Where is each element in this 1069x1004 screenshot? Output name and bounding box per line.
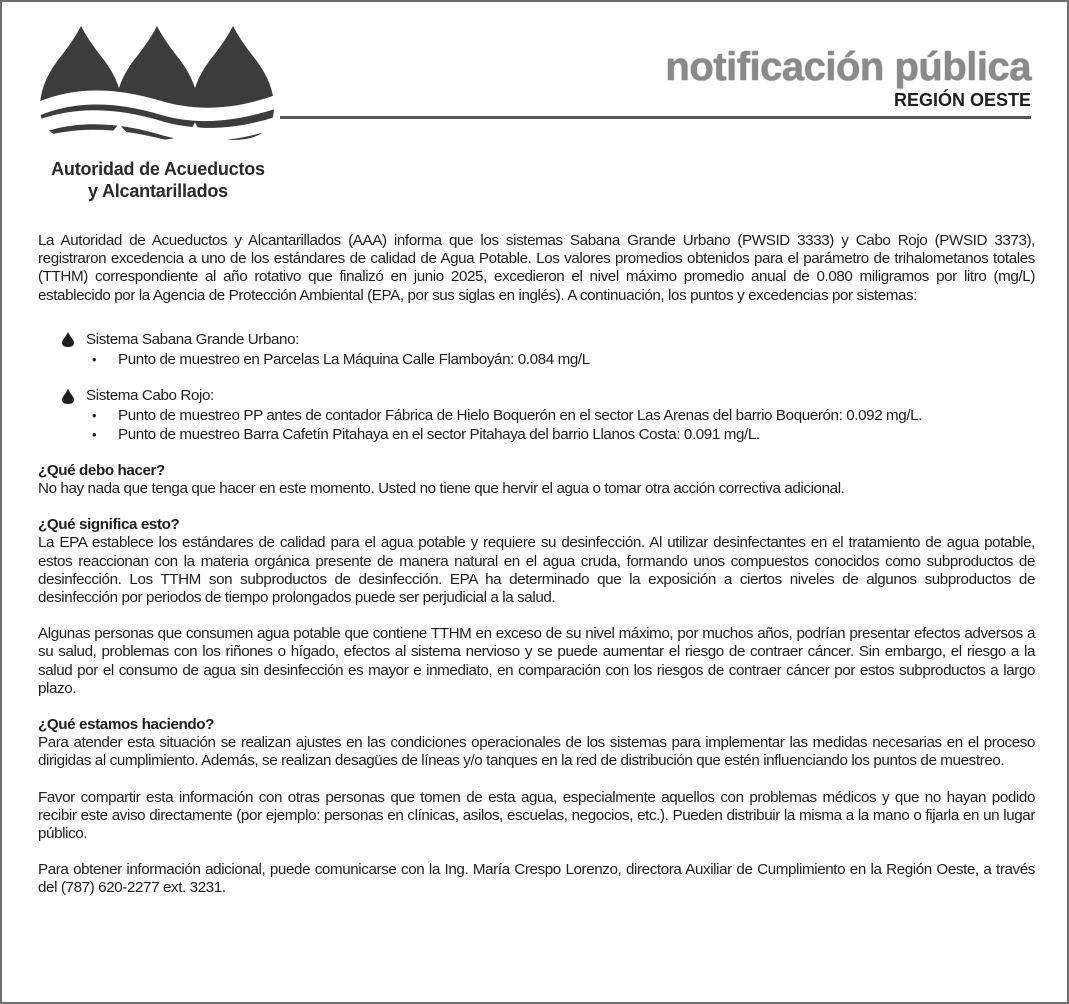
system-name: Sistema Sabana Grande Urbano: xyxy=(86,330,299,348)
sampling-points-list xyxy=(92,351,1035,369)
header-divider xyxy=(280,116,1031,119)
sampling-points-list xyxy=(92,407,1035,443)
system-sabana-grande xyxy=(62,331,1035,369)
contact-paragraph: Para obtener información adicional, puede comunicarse con la Ing. María Crespo Lorenzo, directora Auxiliar de Cumplimiento en la Región Oeste, a través del (787) 620-2277 ext. 3231. xyxy=(38,861,1035,897)
what-to-do-heading: ¿Qué debo hacer? xyxy=(38,461,165,479)
water-drop-icon xyxy=(62,332,74,347)
organization-name-line2: y Alcantarillados xyxy=(88,181,228,201)
three-water-drops-logo-icon xyxy=(36,22,280,152)
organization-name xyxy=(28,158,288,202)
meaning-heading: ¿Qué significa esto? xyxy=(38,516,180,534)
water-drop-icon xyxy=(62,389,74,404)
intro-paragraph: La Autoridad de Acueductos y Alcantarillados (AAA) informa que los sistemas Sabana Grande Urbano (PWSID 3333) y Cabo Rojo (PWSID 3373), registraron excedencia a uno de los estándares de calidad de Agua Potable. Los valores promedios obtenidos para el parámetro de trihalometanos totales (TTHM) correspondiente al año rotativo que finalizó en junio 2025, excedieron el nivel máximo promedio anual de 0.080 miligramos por litro (mg/L) establecido por la Agencia de Protección Ambiental (EPA, por sus siglas en inglés). A continuación, los puntos y excedencias por sistemas: xyxy=(38,232,1035,304)
sampling-point: • Punto de muestreo Barra Cafetín Pitahaya en el sector Pitahaya del barrio Llanos Costa: 0.091 mg/L. xyxy=(92,426,1035,444)
notice-header xyxy=(665,46,1031,111)
sampling-point: • Punto de muestreo en Parcelas La Máquina Calle Flamboyán: 0.084 mg/L xyxy=(92,351,1035,369)
system-name: Sistema Cabo Rojo: xyxy=(86,387,214,405)
what-to-do-text: No hay nada que tenga que hacer en este momento. Usted no tiene que hervir el agua o tomar otra acción correctiva adicional. xyxy=(38,480,845,498)
notice-title: notificación pública xyxy=(665,45,1031,89)
organization-name-line1: Autoridad de Acueductos xyxy=(51,159,265,179)
region-label: REGIÓN OESTE xyxy=(893,90,1031,110)
share-paragraph: Favor compartir esta información con otras personas que tomen de esta agua, especialmente aquellos con problemas médicos y que no hayan podido recibir este aviso directamente (por ejemplo: personas en clínicas, asilos, escuelas, negocios, etc.). Pueden distribuir la misma a la mano o fijarla en un lugar público. xyxy=(38,788,1035,843)
system-cabo-rojo xyxy=(62,387,1035,444)
doing-text: Para atender esta situación se realizan ajustes en las condiciones operacionales de los sistemas para implementar las medidas necesarias en el proceso dirigidas al cumplimiento. Además, se realizan desagües de líneas y/o tanques en la red de distribución que estén influenciando los puntos de muestreo. xyxy=(38,734,1035,770)
sampling-point: • Punto de muestreo PP antes de contador Fábrica de Hielo Boquerón en el sector Las Arenas del barrio Boquerón: 0.092 mg/L. xyxy=(92,407,1035,425)
meaning-text-1: La EPA establece los estándares de calidad para el agua potable y requiere su desinfección. Al utilizar desinfectantes en el tratamiento de agua potable, estos reaccionan con la materia orgánica presente de manera natural en el agua cruda, formando unos compuestos conocidos como subproductos de desinfección. Los TTHM son subproductos de desinfección. EPA ha determinado que la exposición a ciertos niveles de algunos subproductos de desinfección por periodos de tiempo prolongados puede ser perjudicial a la salud. xyxy=(38,534,1035,607)
meaning-text-2: Algunas personas que consumen agua potable que contiene TTHM en exceso de su nivel máximo, por muchos años, podrían presentar efectos adversos a su salud, problemas con los riñones o hígado, efectos al sistema nervioso y se puede aumentar el riesgo de contraer cáncer. Sin embargo, el riesgo a la salud por el consumo de agua sin desinfección es mayor e inmediato, en comparación con los riesgos de contraer cáncer por estos subproductos a largo plazo. xyxy=(38,625,1035,697)
notice-body xyxy=(38,232,1035,898)
doing-heading: ¿Qué estamos haciendo? xyxy=(38,716,215,734)
aaa-logo xyxy=(28,22,288,202)
